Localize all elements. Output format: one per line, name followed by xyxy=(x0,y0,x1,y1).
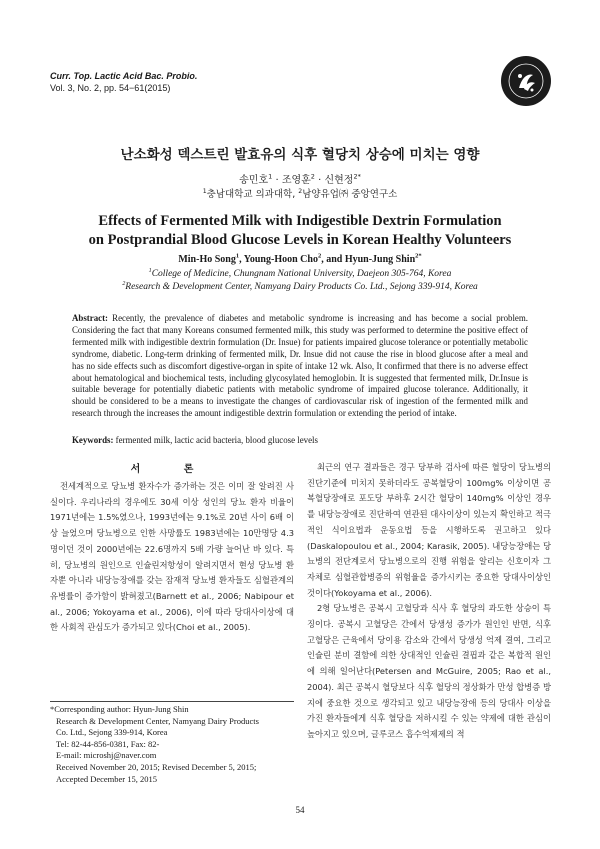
affiliation-line xyxy=(0,268,600,281)
affiliation-line xyxy=(0,281,600,294)
journal-name: Curr. Top. Lactic Acid Bac. Probio. xyxy=(50,71,198,81)
footnote-line: E-mail: microshj@naver.com xyxy=(56,750,157,761)
abstract-text: Recently, the prevalence of diabetes and metabolic syndrome is increasing and has become a social problem. Considering the fact that many Koreans consumed fermented milk, this study was performed to determine the positive effect of fermented milk with indigestible dextrin formulation (Dr. Insue) for patients impaired glucose tolerance or potentially metabolic syndrome, diabetic. Long-term drinking of fermented milk, Dr. Insue did not cause the rise in blood glucose after a meal and has no side effects such as discomfort digestive-organ in spite of intake 12 wk. Also, It confirmed that there is no adverse effect about hematological and biochemical tests, including glycosylated hemoglobin. It is suggested that fermented milk, Dr.Insue is suitable beverage for potentially diabetic patients with metabolic syndrome of impaired glucose tolerance. Additionally, it should be considered to be a means to investigate the changes of cardiovascular risk of ingestion of the fermented milk and research through the increases the amount indigestible dextrin formulation or extending the period of intake. xyxy=(72,313,528,419)
journal-header xyxy=(50,70,197,94)
author-name: Hyun-Jung Shin xyxy=(344,254,416,265)
affiliation: 남양유업㈜ 중앙연구소 xyxy=(302,189,398,200)
keywords-label: Keywords: xyxy=(72,435,114,445)
author-separator: · xyxy=(314,175,325,186)
author-name: 조영훈 xyxy=(281,175,311,186)
affiliation: College of Medicine, Chungnam National University, Daejeon 305-764, Korea xyxy=(151,269,452,279)
body-column-left xyxy=(50,479,294,636)
author-name: Young-Hoon Cho xyxy=(243,254,318,265)
author-sup: 1 xyxy=(268,172,273,181)
english-title-line: Effects of Fermented Milk with Indigestible Dextrin Formulation xyxy=(98,213,502,229)
section-heading: 서 론 xyxy=(130,464,214,475)
footnote-line: Tel: 82-44-856-0381, Fax: 82- xyxy=(56,738,160,749)
affil-sup: 1 xyxy=(202,187,207,195)
footnote-line: Accepted December 15, 2015 xyxy=(56,773,158,784)
footnote-line: Received November 20, 2015; Revised December 5, 2015; xyxy=(56,761,257,772)
affil-sup: 2 xyxy=(298,187,303,195)
author-separator: , and xyxy=(321,254,345,265)
author-name: Min-Ho Song xyxy=(178,254,236,265)
footnote-line: *Corresponding author: Hyun-Jung Shin xyxy=(50,704,189,714)
journal-volume: Vol. 3, No. 2, pp. 54−61(2015) xyxy=(50,83,171,93)
english-title xyxy=(0,212,600,250)
abstract-label: Abstract: xyxy=(72,313,108,323)
footnote-line: Co. Ltd., Sejong 339-914, Korea xyxy=(56,727,168,738)
keywords xyxy=(72,435,528,445)
footnote-divider xyxy=(50,701,294,702)
author-name: 송민호 xyxy=(239,175,269,186)
affil-sup: 1 xyxy=(148,267,152,274)
affiliation: 충남대학교 의과대학, xyxy=(206,189,299,200)
english-title-line: on Postprandial Blood Glucose Levels in Korean Healthy Volunteers xyxy=(88,232,512,248)
korean-authors xyxy=(0,171,600,186)
english-authors xyxy=(0,254,600,265)
body-column-right xyxy=(307,460,551,743)
society-seal-icon xyxy=(500,55,552,107)
affiliation: Research & Development Center, Namyang Dairy Products Co. Ltd., Sejong 339-914, Korea xyxy=(125,282,478,292)
body-paragraph: 최근의 연구 결과들은 경구 당부하 검사에 따른 혈당이 당뇨병의 진단기준에 미치지 못하더라도 공복혈당이 100mg% 이상이면 공복혈당장애로 포도당 부하후 2시간 혈당이 140mg% 이상인 경우를 내당능장애로 진단하여 연관된 대사이상이 있는지 확인하고 적극적인 식이요법과 운동요법 등을 시행하도록 권고하고 있다(Daskalopoulou et al., 2004; Karasik, 2005). 내당능장애는 당뇨병의 전단계로서 당뇨병으로의 진행 위험을 알리는 신호이자 그 자체로 심혈관합병증의 위험율을 증가시키는 중요한 당대사이상인 것이다(Yokoyama et al., 2006). xyxy=(307,462,551,598)
author-sup: 2 xyxy=(317,252,322,260)
body-paragraph: 2형 당뇨병은 공복시 고혈당과 식사 후 혈당의 과도한 상승이 특징이다. 공복시 고혈당은 간에서 당생성 증가가 원인인 반면, 식후 고혈당은 근육에서 당이용 감소와 간에서 당생성 억제 결여, 그리고 인슐린 분비 결함에 의한 상대적인 인슐린 결핍과 같은 복합적 원인에 의해 일어난다(Petersen and McGuire, 2005; Rao et al., 2004). 최근 공복시 혈당보다 식후 혈당의 정상화가 만성 합병증 방지에 중요한 것으로 생각되고 있고 내당능장애 등의 당대사 이상을 가진 환자들에게 식후 혈당을 저하시킬 수 있는 약제에 대한 관심이 높아지고 있으며, 글루코스 흡수억제제의 적 xyxy=(307,603,551,739)
abstract xyxy=(72,313,528,420)
author-sup: 2* xyxy=(353,172,361,181)
footnote-line: Research & Development Center, Namyang Dairy Products xyxy=(56,715,259,726)
affil-sup: 2 xyxy=(122,280,126,287)
korean-affiliations xyxy=(0,186,600,200)
author-name: 신현정 xyxy=(324,175,354,186)
author-separator: , xyxy=(239,254,244,265)
author-sup: 1 xyxy=(235,252,240,260)
author-sup: 2* xyxy=(415,252,422,260)
keywords-text: fermented milk, lactic acid bacteria, blood glucose levels xyxy=(113,435,318,445)
footnote xyxy=(50,704,294,785)
body-paragraph: 전세계적으로 당뇨병 환자수가 증가하는 것은 이미 잘 알려진 사실이다. 우리나라의 경우에도 30세 이상 성인의 당뇨 환자 비율이 1971년에는 1.5%였으나, 1993년에는 9.1%로 20년 사이 6배 이상 늘었으며 당뇨병으로 인한 사망률도 1983년에는 10만명당 4.3명이던 것이 2000년에는 22.6명까지 5배 가량 늘어난 바 있다. 특히, 당뇨병의 원인으로 인슐린저항성이 알려지면서 현성 당뇨병 환자뿐 아니라 내당능장애를 갖는 잠재적 당뇨병 환자들도 심혈관계의 유병률이 증가함이 밝혀졌고(Barnett et al., 2006; Nabipour et al., 2006; Yokoyama et al., 2006), 이에 따라 당대사이상에 대한 사회적 관심도가 증가되고 있다(Choi et al., 2005). xyxy=(50,481,294,633)
korean-title: 난소화성 덱스트린 발효유의 식후 혈당치 상승에 미치는 영향 xyxy=(120,147,480,163)
english-affiliations xyxy=(0,268,600,294)
author-separator: · xyxy=(272,175,282,186)
page-number: 54 xyxy=(295,805,305,815)
author-sup: 2 xyxy=(310,172,315,181)
